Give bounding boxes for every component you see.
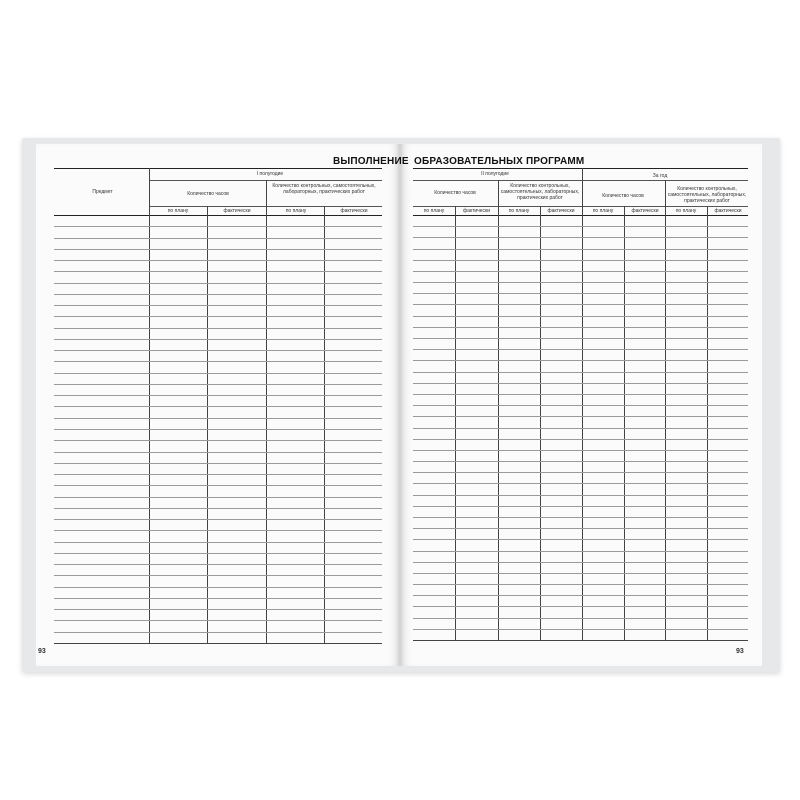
table-row-line — [54, 373, 382, 374]
right-page-title: ОБРАЗОВАТЕЛЬНЫХ ПРОГРАММ — [414, 156, 585, 167]
right-half-year-label: II полугодие — [481, 171, 509, 177]
table-row-line — [413, 428, 748, 429]
table-row-line — [413, 226, 748, 227]
left-subject-header: Предмет — [92, 189, 113, 195]
table-row-line — [54, 575, 382, 576]
table-row-line — [54, 440, 382, 441]
table-row-line — [413, 349, 748, 350]
table-row-line — [413, 640, 748, 641]
table-row-line — [54, 238, 382, 239]
table-row-line — [413, 271, 748, 272]
table-row-line — [54, 260, 382, 261]
left-works-plan: по плану — [285, 208, 307, 214]
table-row-line — [413, 304, 748, 305]
right-year-hours-header: Количество часов — [602, 193, 644, 199]
table-row-line — [54, 485, 382, 486]
right-year-works-plan: по плану — [675, 208, 697, 214]
left-header-top-line — [54, 168, 382, 169]
table-row-line — [413, 416, 748, 417]
table-row-line — [413, 439, 748, 440]
table-row-line — [54, 497, 382, 498]
table-row-line — [413, 338, 748, 339]
table-row-line — [54, 429, 382, 430]
right-header-top-line — [413, 168, 748, 169]
table-row-line — [413, 461, 748, 462]
table-row-line — [54, 598, 382, 599]
table-row-line — [54, 508, 382, 509]
table-row-line — [413, 495, 748, 496]
table-row-line — [413, 562, 748, 563]
left-page-number: 93 — [38, 648, 46, 655]
table-row-line — [413, 506, 748, 507]
table-row-line — [54, 609, 382, 610]
right-year-label: За год — [652, 173, 668, 179]
table-row-line — [413, 606, 748, 607]
table-row-line — [413, 517, 748, 518]
table-row-line — [413, 472, 748, 473]
table-row-line — [413, 584, 748, 585]
table-row-line — [413, 360, 748, 361]
table-row-line — [413, 237, 748, 238]
right-hours-plan: по плану — [423, 208, 445, 214]
table-row-line — [54, 587, 382, 588]
right-works-fact: фактически — [547, 208, 575, 214]
table-row-line — [54, 406, 382, 407]
table-row-line — [413, 573, 748, 574]
table-row-line — [54, 271, 382, 272]
table-row-line — [413, 383, 748, 384]
table-row-line — [413, 282, 748, 283]
left-hours-header: Количество часов — [187, 191, 229, 197]
table-row-line — [54, 395, 382, 396]
right-year-works-fact: фактически — [714, 208, 742, 214]
table-row-line — [54, 384, 382, 385]
table-row-line — [54, 328, 382, 329]
right-works-header: Количество контрольных, самостоятельных, лабораторных, практических работ — [500, 183, 580, 201]
right-year-hours-plan: по плану — [592, 208, 614, 214]
table-row-line — [54, 474, 382, 475]
table-row-line — [413, 394, 748, 395]
table-row-line — [413, 629, 748, 630]
page-gutter — [398, 144, 402, 666]
table-row-line — [54, 632, 382, 633]
table-row-line — [54, 283, 382, 284]
table-row-line — [413, 293, 748, 294]
table-row-line — [54, 339, 382, 340]
table-row-line — [413, 539, 748, 540]
table-row-line — [54, 553, 382, 554]
table-row-line — [413, 595, 748, 596]
table-row-line — [54, 361, 382, 362]
table-row-line — [54, 294, 382, 295]
right-table-rows — [413, 215, 748, 640]
table-row-line — [413, 316, 748, 317]
left-works-header: Количество контрольных, самостоятельных, лабораторных, практических работ — [272, 183, 376, 195]
table-row-line — [413, 372, 748, 373]
table-row-line — [413, 551, 748, 552]
right-works-plan: по плану — [508, 208, 530, 214]
table-row-line — [54, 542, 382, 543]
left-page-title: ВЫПОЛНЕНИЕ — [333, 156, 409, 167]
right-subheader-line — [413, 206, 748, 207]
right-year-works-header: Количество контрольных, самостоятельных, лабораторных, практических работ — [667, 186, 747, 204]
table-row-line — [413, 260, 748, 261]
table-row-line — [54, 643, 382, 644]
table-row-line — [54, 452, 382, 453]
table-row-line — [54, 249, 382, 250]
table-row-line — [54, 305, 382, 306]
table-row-line — [54, 463, 382, 464]
table-row-line — [413, 528, 748, 529]
right-year-hours-fact: фактически — [631, 208, 659, 214]
table-row-line — [54, 519, 382, 520]
table-row-line — [54, 350, 382, 351]
table-row-line — [413, 405, 748, 406]
left-works-fact: фактически — [340, 208, 368, 214]
table-row-line — [413, 249, 748, 250]
left-table-rows — [54, 215, 382, 643]
right-page-number: 93 — [736, 648, 744, 655]
table-row-line — [54, 418, 382, 419]
left-half-year-label: I полугодие — [256, 171, 284, 177]
table-row-line — [54, 316, 382, 317]
table-row-line — [54, 226, 382, 227]
right-half-year-line — [413, 180, 748, 181]
table-row-line — [54, 564, 382, 565]
left-hours-plan: по плану — [167, 208, 189, 214]
table-row-line — [54, 530, 382, 531]
table-row-line — [413, 483, 748, 484]
table-row-line — [413, 450, 748, 451]
right-hours-fact: фактически — [462, 208, 491, 214]
right-hours-header: Количество часов — [434, 190, 476, 196]
left-hours-fact: фактически — [223, 208, 251, 214]
table-row-line — [54, 620, 382, 621]
table-row-line — [413, 327, 748, 328]
table-row-line — [413, 618, 748, 619]
